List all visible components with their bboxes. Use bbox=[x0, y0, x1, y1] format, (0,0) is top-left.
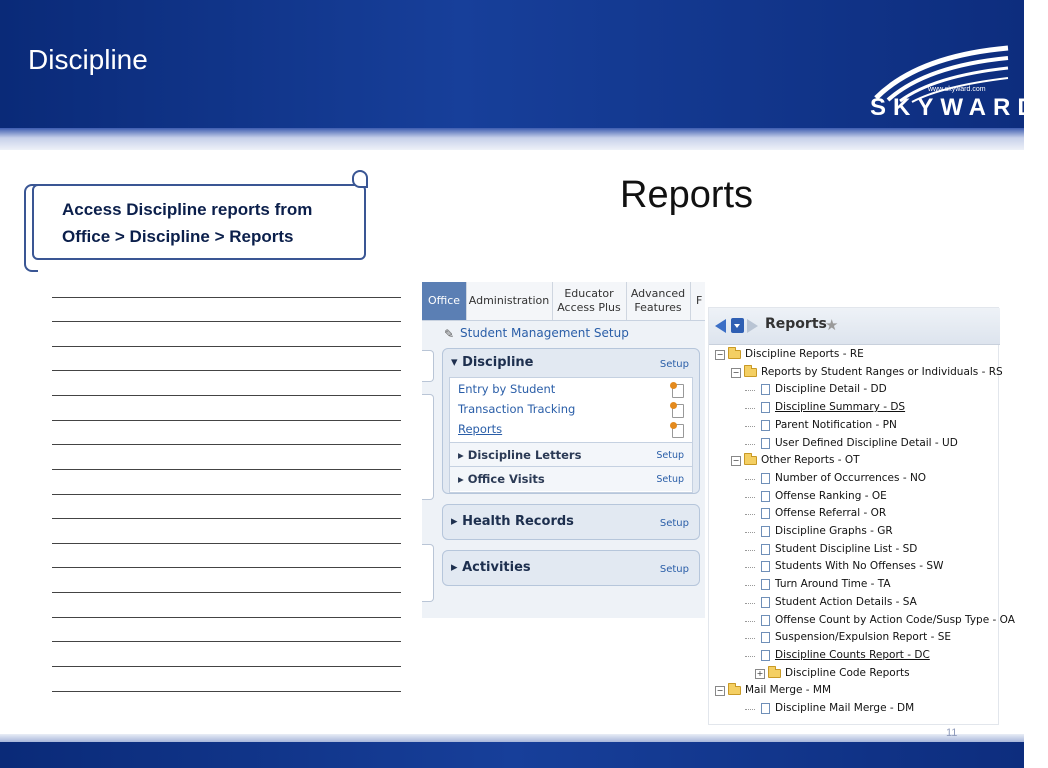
tree-report-row[interactable] bbox=[709, 701, 998, 718]
tab-label-line-1: Advanced bbox=[630, 287, 686, 300]
report-document-icon bbox=[761, 438, 770, 449]
collapse-icon[interactable]: − bbox=[716, 686, 724, 696]
note-line bbox=[52, 592, 401, 593]
tree-folder-row[interactable] bbox=[709, 683, 998, 700]
transaction-tracking-link[interactable]: Transaction Tracking bbox=[458, 402, 576, 416]
report-document-icon bbox=[761, 579, 770, 590]
note-line bbox=[52, 617, 401, 618]
note-line bbox=[52, 543, 401, 544]
tab-educator-access-plus[interactable] bbox=[552, 282, 627, 320]
tree-report-row[interactable] bbox=[709, 648, 998, 665]
tree-row-label: Reports by Student Ranges or Individuals - RS bbox=[761, 365, 1003, 378]
tree-report-row[interactable] bbox=[709, 382, 998, 399]
reports-tree-header bbox=[709, 308, 1000, 345]
discipline-panel bbox=[442, 348, 700, 494]
tree-row-label: Number of Occurrences - NO bbox=[775, 471, 927, 484]
tree-report-row[interactable] bbox=[709, 613, 1015, 630]
discipline-letters-row[interactable] bbox=[450, 442, 692, 467]
health-records-setup-link[interactable]: Setup bbox=[659, 518, 689, 529]
tree-connector bbox=[745, 426, 755, 427]
tree-row-label: Students With No Offenses - SW bbox=[775, 560, 944, 573]
tree-report-row[interactable] bbox=[709, 436, 998, 453]
note-line bbox=[52, 666, 401, 667]
tree-report-row[interactable] bbox=[709, 577, 998, 594]
tree-row-label: Discipline Graphs - GR bbox=[775, 525, 893, 537]
discipline-panel-header[interactable]: ▾ Discipline bbox=[451, 355, 534, 370]
note-line bbox=[52, 395, 401, 396]
history-dropdown-icon[interactable] bbox=[731, 318, 744, 333]
report-document-icon bbox=[761, 650, 770, 661]
tree-connector bbox=[745, 621, 755, 622]
note-line bbox=[52, 297, 401, 298]
tab-advanced-features[interactable] bbox=[626, 282, 691, 320]
report-document-icon bbox=[761, 508, 770, 519]
tree-row-label: Offense Ranking - OE bbox=[775, 489, 887, 502]
reports-heading: Reports bbox=[620, 174, 754, 216]
tree-connector bbox=[745, 656, 755, 657]
row-label-text: Office Visits bbox=[467, 472, 545, 486]
report-document-icon bbox=[761, 402, 770, 413]
logo-reg: ® bbox=[1041, 94, 1048, 103]
folder-icon bbox=[768, 669, 781, 678]
reports-link[interactable]: Reports bbox=[458, 422, 503, 436]
note-line bbox=[52, 518, 401, 519]
tree-row-label: Offense Count by Action Code/Susp Type - OA bbox=[775, 613, 1015, 626]
report-document-icon bbox=[761, 703, 770, 714]
tab-label bbox=[631, 287, 685, 315]
entry-by-student-link[interactable]: Entry by Student bbox=[458, 382, 556, 396]
favorite-icon[interactable] bbox=[672, 424, 684, 438]
note-line bbox=[52, 641, 401, 642]
health-records-header: ▸ Health Records bbox=[451, 514, 574, 529]
tab-label: F bbox=[696, 294, 703, 307]
tree-report-row[interactable] bbox=[709, 542, 998, 559]
tree-report-row[interactable] bbox=[709, 471, 998, 488]
tab-label: Administration bbox=[468, 294, 550, 307]
tree-report-row[interactable] bbox=[709, 559, 998, 576]
page-number: 11 bbox=[946, 727, 958, 739]
tree-row-label: Student Discipline List - SD bbox=[775, 542, 918, 555]
tree-connector bbox=[745, 532, 755, 533]
reports-tree-screenshot bbox=[708, 307, 1015, 725]
tree-report-row[interactable] bbox=[709, 400, 998, 417]
tree-row-label: Student Action Details - SA bbox=[775, 595, 917, 608]
tree-connector bbox=[745, 550, 755, 551]
note-line bbox=[52, 444, 401, 445]
tree-folder-row[interactable] bbox=[709, 365, 1003, 382]
report-document-icon bbox=[761, 561, 770, 572]
report-document-icon bbox=[761, 526, 770, 537]
collapse-icon[interactable]: − bbox=[732, 367, 740, 377]
tree-row-label: User Defined Discipline Detail - UD bbox=[775, 436, 958, 449]
tree-row-label: Turn Around Time - TA bbox=[775, 578, 891, 591]
office-visits-row[interactable] bbox=[450, 466, 692, 491]
student-management-setup-link[interactable]: Student Management Setup bbox=[460, 326, 629, 340]
tree-row-label: Discipline Counts Report - DC bbox=[775, 648, 930, 661]
tree-row-label: Discipline Summary - DS bbox=[775, 401, 906, 414]
back-arrow-icon[interactable] bbox=[715, 319, 726, 333]
tab-label bbox=[557, 287, 621, 315]
note-line bbox=[52, 469, 401, 470]
tree-report-row[interactable] bbox=[709, 524, 998, 541]
tab-label-line-1: Educator bbox=[564, 287, 614, 300]
tree-row-label: Discipline Code Reports bbox=[785, 666, 910, 679]
tree-row-label: Parent Notification - PN bbox=[775, 418, 897, 431]
report-document-icon bbox=[761, 491, 770, 502]
folder-icon bbox=[744, 368, 757, 377]
activities-panel[interactable] bbox=[442, 550, 700, 586]
folder-icon bbox=[744, 456, 757, 465]
tree-report-row[interactable] bbox=[709, 630, 998, 647]
note-line bbox=[52, 420, 401, 421]
gutter-fragment bbox=[422, 350, 434, 382]
tree-folder-row[interactable] bbox=[709, 453, 998, 470]
tree-connector bbox=[745, 497, 755, 498]
logo-brand: SKYWARD bbox=[870, 94, 1042, 121]
skyward-logo bbox=[870, 94, 1048, 122]
tree-connector bbox=[745, 585, 755, 586]
note-line bbox=[52, 494, 401, 495]
logo-url: www.skyward.com bbox=[928, 86, 986, 93]
report-document-icon bbox=[761, 544, 770, 555]
collapse-icon[interactable]: − bbox=[716, 350, 724, 359]
folder-icon bbox=[728, 686, 741, 695]
report-document-icon bbox=[761, 597, 770, 608]
tab-label-line-2: Features bbox=[634, 301, 682, 314]
tree-folder-row[interactable] bbox=[709, 666, 998, 683]
tree-row-label: Offense Referral - OR bbox=[775, 507, 887, 520]
tree-row-label: Discipline Detail - DD bbox=[775, 383, 887, 396]
row-setup-link[interactable]: Setup bbox=[656, 474, 684, 485]
tree-report-row[interactable] bbox=[709, 595, 998, 612]
folder-icon bbox=[728, 350, 741, 359]
slide-title: Discipline bbox=[28, 44, 148, 75]
panel-title: Health Records bbox=[462, 514, 574, 529]
scroll-curl-right bbox=[352, 170, 368, 188]
expand-icon[interactable]: + bbox=[756, 668, 764, 678]
footer-stripe bbox=[0, 734, 1024, 742]
wrench-icon: ✎ bbox=[444, 327, 455, 341]
panel-title: Activities bbox=[462, 560, 531, 575]
row-setup-link[interactable]: Setup bbox=[656, 450, 684, 461]
report-document-icon bbox=[761, 632, 770, 643]
tab-office[interactable] bbox=[422, 282, 467, 320]
report-document-icon bbox=[761, 615, 770, 626]
favorite-star-icon[interactable]: ★ bbox=[825, 316, 839, 334]
activities-setup-link[interactable]: Setup bbox=[659, 564, 689, 575]
tree-report-row[interactable] bbox=[709, 506, 998, 523]
gutter-fragment bbox=[422, 394, 434, 500]
callout-text bbox=[62, 196, 358, 250]
office-module-screenshot bbox=[422, 282, 705, 618]
report-document-icon bbox=[761, 420, 770, 431]
tree-report-row[interactable] bbox=[709, 418, 998, 435]
tree-row-label: Mail Merge - MM bbox=[745, 684, 832, 697]
tree-connector bbox=[745, 514, 755, 515]
tab-label: Office bbox=[427, 294, 461, 307]
module-tab-bar bbox=[422, 282, 705, 321]
tab-administration[interactable] bbox=[466, 282, 553, 320]
collapse-icon[interactable]: − bbox=[732, 456, 740, 466]
tree-row-label: Other Reports - OT bbox=[761, 454, 860, 467]
slide-footer bbox=[0, 742, 1024, 768]
gutter-fragment bbox=[422, 544, 434, 602]
header-stripe bbox=[0, 128, 1024, 150]
row-label-text: Discipline Letters bbox=[467, 448, 582, 462]
favorite-icon[interactable] bbox=[672, 404, 684, 418]
tree-folder-row[interactable] bbox=[709, 347, 998, 364]
health-records-panel[interactable] bbox=[442, 504, 700, 540]
report-document-icon bbox=[761, 473, 770, 484]
note-line bbox=[52, 370, 401, 371]
tree-report-row[interactable] bbox=[709, 489, 998, 506]
activities-header: ▸ Activities bbox=[451, 560, 531, 575]
tree-connector bbox=[745, 638, 755, 639]
callout-line-2: Office > Discipline > Reports bbox=[62, 227, 294, 246]
tree-connector bbox=[745, 408, 755, 409]
tree-connector bbox=[745, 709, 755, 710]
tab-label-line-2: Access Plus bbox=[557, 301, 621, 314]
reports-tree-title: Reports bbox=[765, 316, 827, 332]
note-line bbox=[52, 321, 401, 322]
favorite-icon[interactable] bbox=[672, 384, 684, 398]
tree-connector bbox=[745, 567, 755, 568]
forward-arrow-icon[interactable] bbox=[747, 319, 758, 333]
note-line bbox=[52, 346, 401, 347]
tree-row-label: Discipline Reports - RE bbox=[745, 348, 864, 360]
callout-line-1: Access Discipline reports from bbox=[62, 200, 313, 219]
note-line bbox=[52, 567, 401, 568]
tree-connector bbox=[745, 603, 755, 604]
discipline-menu bbox=[449, 377, 693, 493]
tree-connector bbox=[745, 444, 755, 445]
tree-row-label: Discipline Mail Merge - DM bbox=[775, 702, 915, 714]
discipline-setup-link[interactable]: Setup bbox=[659, 359, 689, 370]
report-document-icon bbox=[761, 384, 770, 395]
tree-connector bbox=[745, 390, 755, 391]
row-label: ▸ Discipline Letters bbox=[458, 448, 582, 462]
panel-title: Discipline bbox=[462, 355, 534, 370]
tree-row-label: Suspension/Expulsion Report - SE bbox=[775, 631, 952, 644]
row-label: ▸ Office Visits bbox=[458, 472, 545, 486]
tree-connector bbox=[745, 479, 755, 480]
note-line bbox=[52, 691, 401, 692]
